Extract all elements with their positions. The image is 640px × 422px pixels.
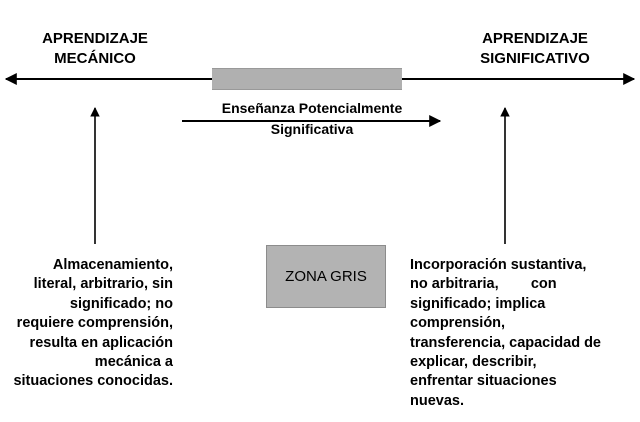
right-description-line: enfrentar situaciones xyxy=(410,373,557,390)
left-pole-line1: APRENDIZAJE xyxy=(42,30,148,47)
right-description-line: comprensión, xyxy=(410,315,506,332)
right-description-line: nuevas. xyxy=(410,392,464,409)
gray-zone-box xyxy=(266,245,386,308)
left-description-line: Almacenamiento, xyxy=(52,257,173,273)
left-description-line: requiere comprensión, xyxy=(16,315,173,332)
left-pole-title xyxy=(20,29,170,69)
right-pole-line2: SIGNIFICATIVO xyxy=(480,50,590,67)
left-description-line: resulta en aplicación xyxy=(29,334,173,351)
left-description-line: significado; no xyxy=(69,295,173,312)
right-description-line: explicar, describir, xyxy=(410,354,537,371)
right-pole-title xyxy=(450,29,620,69)
left-pole-line2: MECÁNICO xyxy=(54,50,136,67)
right-description-line: no arbitraria, con xyxy=(410,276,557,293)
right-description-line: transferencia, capacidad de xyxy=(410,334,601,351)
right-description-line: Incorporación sustantiva, xyxy=(410,257,587,273)
right-description-line: significado; implica xyxy=(410,295,546,312)
left-description xyxy=(13,256,173,392)
left-description-line: situaciones conocidas. xyxy=(13,373,173,390)
left-description-line: mecánica a xyxy=(94,354,173,371)
middle-label xyxy=(192,98,432,140)
gray-zone-label: ZONA GRIS xyxy=(285,268,367,285)
right-description xyxy=(410,256,601,411)
middle-label-line1: Enseñanza Potencialmente xyxy=(221,100,403,116)
right-pole-line1: APRENDIZAJE xyxy=(482,30,588,47)
left-description-line: literal, arbitrario, sin xyxy=(33,276,173,293)
gray-zone-bar xyxy=(212,68,402,90)
middle-label-line2: Significativa xyxy=(270,121,354,137)
